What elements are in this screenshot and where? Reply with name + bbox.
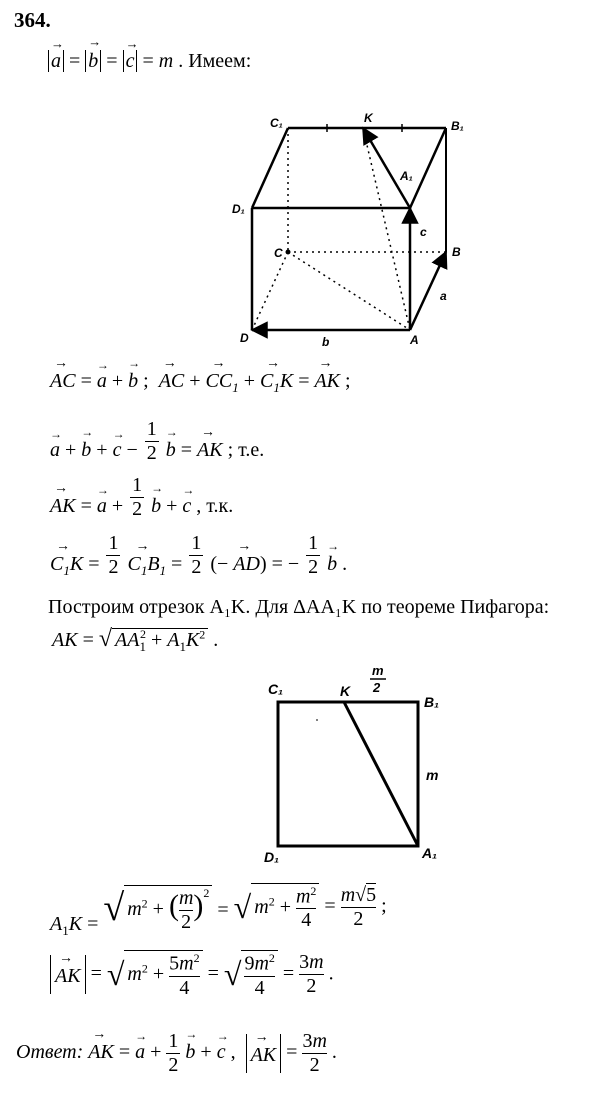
- label-b1: B₁: [424, 694, 440, 710]
- segment-k-a1: [344, 702, 418, 846]
- pythagoras-sentence: Построим отрезок A₁K. Для ΔAA₁K по теореме Пифагора:: [48, 596, 550, 618]
- label-a1: A₁: [422, 845, 438, 861]
- edge-b1-a1: [410, 128, 446, 208]
- answer-label: Ответ:: [16, 1041, 84, 1064]
- label-d1: D₁: [232, 202, 245, 216]
- edge-c1-d1: [252, 128, 288, 208]
- edge-c-d-hidden: [252, 252, 288, 330]
- square-face-diagram: [258, 662, 458, 872]
- answer-formula: AK → = a → + $\frac{1}{2}$ b → + c → , AK → = $\frac{3m}{2}$ .: [88, 1027, 337, 1076]
- equation-line-3: AK → = a → + $\frac{1}{2}$ b → + c → , т.к.: [50, 474, 234, 520]
- label-c: C: [274, 246, 283, 260]
- diagonal-c-a: [288, 252, 410, 330]
- label-k: K: [340, 683, 351, 699]
- equation-line-4: $C_1K$ → = $\frac{1}{2}$ $C_1B_1$ → = $\frac{1}{2}$ (− AD → ) = − $\frac{1}{2}$ b → .: [50, 532, 348, 579]
- problem-number: 364.: [14, 8, 51, 32]
- equation-line-2: a → + b → + c → − $\frac{1}{2}$ b → = AK → ; т.е.: [50, 418, 265, 464]
- label-c1: C₁: [268, 681, 284, 697]
- label-side-m: m: [426, 767, 439, 783]
- result-a1k: $A_1K$ = √ $m^2$ + ( $\frac{m}{2}$ )$^2$ = √ $m^2$ + $\frac{m^2}{4}$ = $\frac{m√5}{2}$ ;: [50, 883, 387, 938]
- square-face: [278, 702, 418, 846]
- label-vector-b: b: [322, 335, 330, 349]
- label-b: B: [452, 245, 461, 259]
- label-k: K: [364, 111, 373, 125]
- label-half-denominator: 2: [373, 680, 381, 695]
- equation-line-1: AC → = a → + b → ; AC → + $CC_1$ → + $C_1K$ → = AK → ;: [50, 356, 351, 395]
- segment-a-k: [363, 128, 410, 330]
- intro-text: Имеем:: [188, 50, 252, 72]
- label-vector-a: a: [440, 289, 447, 303]
- segment-a1-k: [363, 128, 410, 208]
- point-c: [286, 250, 291, 255]
- label-d: D: [240, 331, 249, 345]
- label-b1: B₁: [451, 119, 464, 133]
- label-a: A: [410, 333, 419, 347]
- intro-equality: a → = b → = c → = m .: [48, 50, 188, 72]
- label-vector-c: c: [420, 225, 427, 239]
- equation-line-3-suffix: т.к.: [206, 495, 234, 518]
- pythagoras-formula: AK = √ $AA_1^2 + A_1K^2$ .: [52, 626, 219, 654]
- label-a1: A₁: [400, 169, 413, 183]
- label-d1: D₁: [264, 849, 280, 865]
- equation-line-2-suffix: т.е.: [238, 439, 265, 462]
- result-ak-length: AK → = √ $m^2$ + $\frac{5m^2}{4}$ = √ $\frac{9m^2}{4}$ = $\frac{3m}{2}$ .: [50, 950, 334, 1010]
- intro-line: [48, 34, 252, 73]
- cube-diagram: [230, 100, 480, 350]
- label-half-numerator: m: [372, 663, 384, 678]
- answer-line: [16, 1027, 337, 1086]
- label-c1: C₁: [270, 116, 283, 130]
